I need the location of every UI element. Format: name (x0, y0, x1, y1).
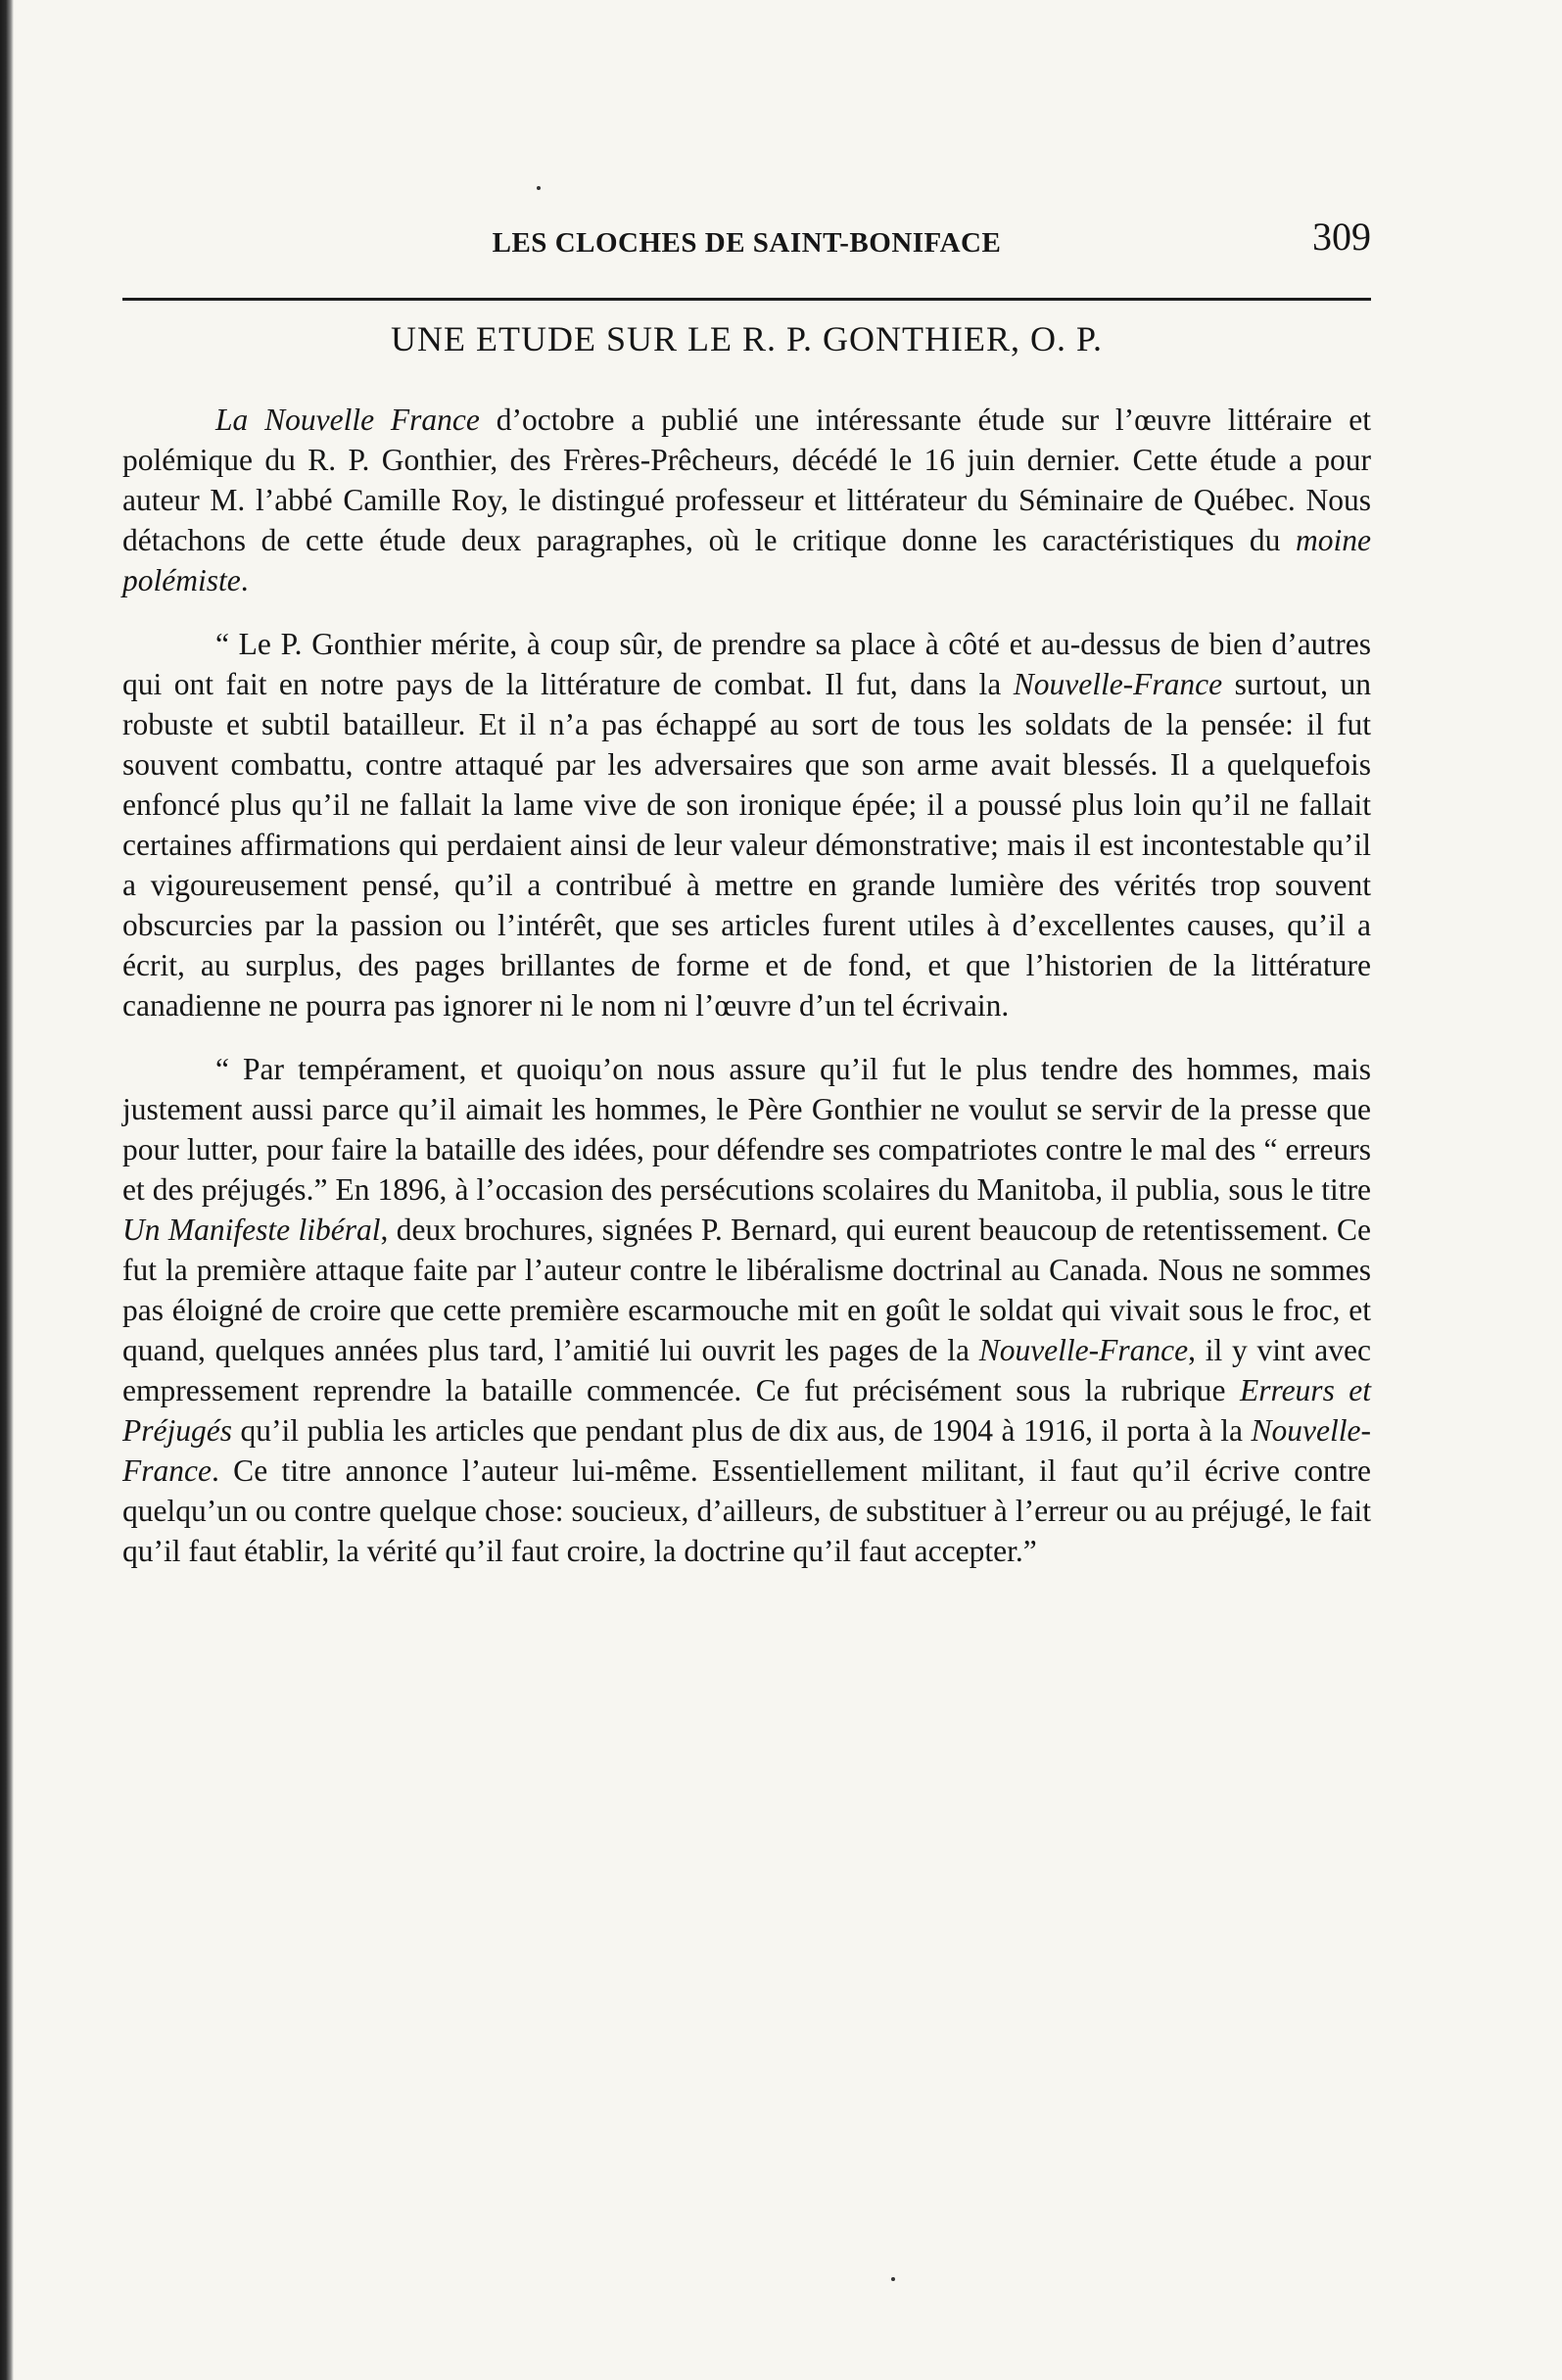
paragraph-intro (122, 400, 1371, 600)
print-speck (891, 2277, 895, 2281)
journal-name-italic: Nouvelle-France (122, 1413, 1371, 1488)
italic-phrase: moine polémiste (122, 523, 1371, 597)
journal-name-italic: Nouvelle-France (1013, 667, 1223, 701)
page-binding-edge (0, 0, 14, 2380)
journal-name-italic: Nouvelle-France (978, 1333, 1189, 1367)
article-title: UNE ETUDE SUR LE R. P. GONTHIER, O. P. (390, 319, 1103, 358)
article-body (122, 400, 1371, 1595)
paragraph-text: , deux brochures, signées P. Bernard, qui eurent beaucoup de retentissement. Ce fut la première attaque faite par l’auteur contre le libéralisme doctrinal au Canada. Nous ne sommes pas éloigné de croire que cette première escarmouche mit en goût le soldat qui vivait sous le froc, et quand, quelques années plus tard, l’amitié lui ouvrit les pages de la (122, 1213, 1371, 1367)
paragraph-text: surtout, un robuste et subtil batailleur. Et il n’a pas échappé au sort de tous les soldats de la pensée: il fut souvent combattu, contre attaqué par les adversaires que son arme avait blessés. Il a quelquefois enfoncé plus qu’il ne fallait la lame vive de son ironique épée; il a poussé plus loin qu’il ne fallait certaines affirmations qui perdaient ainsi de leur valeur démonstrative; mais il est incontestable qu’il a vigoureusement pensé, qu’il a contribué à mettre en grande lumière des vérités trop souvent obscurcies par la passion ou l’intérêt, que ses articles furent utiles à d’excellentes causes, qu’il a écrit, au surplus, des pages brillantes de forme et de fond, et que l’historien de la littérature canadienne ne pourra pas ignorer ni le nom ni l’œuvre d’un tel écrivain. (122, 667, 1371, 1023)
header-rule (122, 298, 1371, 301)
paragraph-text: , il y vint avec empressement reprendre la bataille commencée. Ce fut précisément sous la rubrique (122, 1333, 1371, 1407)
paragraph-text: . (240, 563, 249, 597)
paragraph-text: qu’il publia les articles que pendant plus de dix aus, de 1904 à 1916, il porta à la (231, 1413, 1252, 1448)
paragraph-text: “ Le P. Gonthier mérite, à coup sûr, de prendre sa place à côté et au-dessus de bien d’autres qui ont fait en notre pays de la littérature de combat. Il fut, dans la (122, 627, 1371, 701)
paragraph-text: d’octobre a publié une intéressante étude sur l’œuvre littéraire et polémique du R. P. Gonthier, des Frères-Prêcheurs, décédé le 16 juin dernier. Cette étude a pour auteur M. l’abbé Camille Roy, le distingué professeur et littérateur du Séminaire de Québec. Nous détachons de cette étude deux paragraphes, où le critique donne les caractéristiques du (122, 403, 1371, 557)
paragraph-quote-2 (122, 1049, 1371, 1571)
paragraph-text: “ Par tempérament, et quoiqu’on nous assure qu’il fut le plus tendre des hommes, mais justement aussi parce qu’il aimait les hommes, le Père Gonthier ne voulut se servir de la presse que pour lutter, pour faire la bataille des idées, pour défendre ses compatriotes contre le mal des “ erreurs et des préjugés.” En 1896, à l’occasion des persécutions scolaires du Manitoba, il publia, sous le titre (122, 1052, 1371, 1207)
page-number: 309 (1312, 214, 1371, 259)
paragraph-text: . Ce titre annonce l’auteur lui-même. Essentiellement militant, il faut qu’il écrive contre quelqu’un ou contre quelque chose: soucieux, d’ailleurs, de substituer à l’erreur ou au préjugé, le fait qu’il faut établir, la vérité qu’il faut croire, la doctrine qu’il faut accepter.” (122, 1453, 1371, 1568)
running-header (122, 214, 1371, 272)
print-speck (537, 186, 541, 190)
book-title-italic: Un Manifeste libéral (122, 1213, 381, 1247)
paragraph-quote-1 (122, 624, 1371, 1025)
rubric-title-italic: Erreurs et Préjugés (122, 1373, 1371, 1448)
running-title: LES CLOCHES DE SAINT-BONIFACE (492, 227, 1002, 259)
journal-name-italic: La Nouvelle France (215, 403, 480, 437)
